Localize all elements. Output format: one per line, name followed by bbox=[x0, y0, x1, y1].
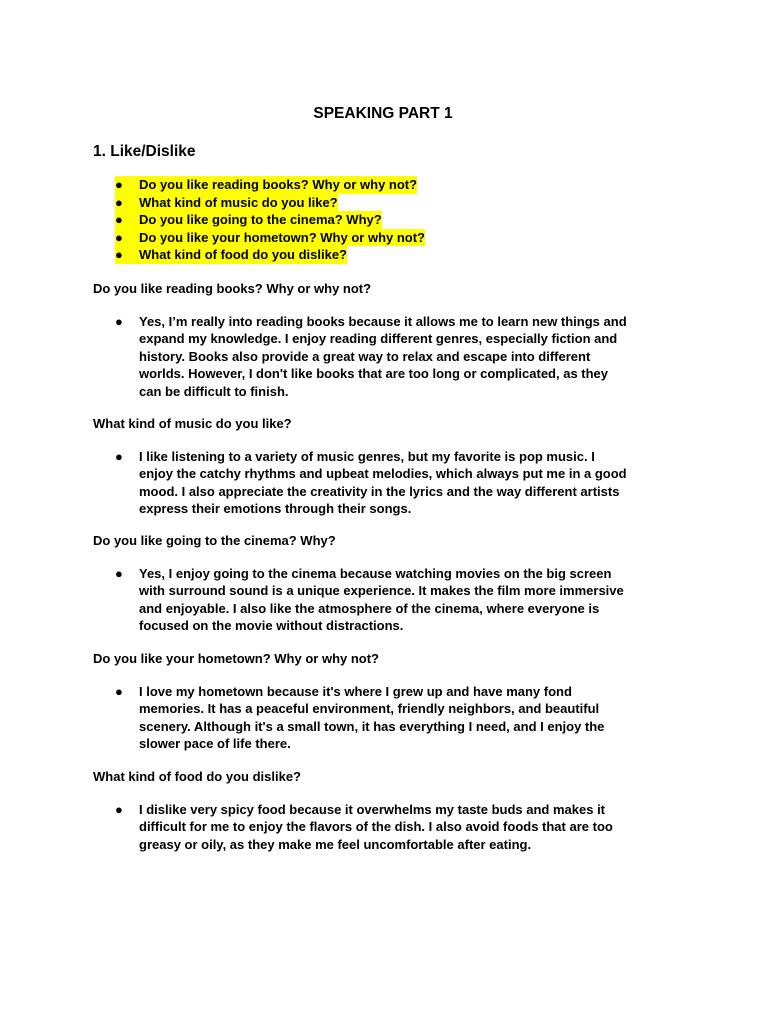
question-heading: Do you like your hometown? Why or why not? bbox=[93, 651, 379, 666]
answer-line: and enjoyable. I also like the atmosphere of the cinema, where everyone is bbox=[139, 600, 600, 616]
answer-line: focused on the movie without distractions. bbox=[139, 618, 404, 634]
highlighted-question-item bbox=[115, 194, 425, 212]
answer-item bbox=[93, 565, 683, 635]
highlighted-question-list bbox=[115, 176, 425, 264]
bullet-icon: ● bbox=[115, 313, 123, 329]
answer-line: history. Books also provide a great way to relax and escape into different bbox=[139, 348, 591, 364]
answer-item bbox=[93, 448, 683, 518]
bullet-icon: ● bbox=[115, 194, 123, 210]
bullet-icon: ● bbox=[115, 229, 123, 245]
answer-line: enjoy the catchy rhythms and upbeat melodies, which always put me in a good bbox=[139, 466, 627, 482]
answer-item bbox=[93, 683, 683, 753]
question-heading: Do you like going to the cinema? Why? bbox=[93, 533, 336, 548]
answer-line: can be difficult to finish. bbox=[139, 383, 289, 399]
highlight-mark bbox=[115, 246, 347, 264]
highlight-mark bbox=[115, 194, 338, 212]
question-heading: Do you like reading books? Why or why not? bbox=[93, 281, 372, 296]
highlighted-question-item bbox=[115, 229, 425, 247]
qa-block-food bbox=[93, 768, 683, 853]
answer-line: I like listening to a variety of music genres, but my favorite is pop music. I bbox=[139, 448, 595, 464]
bullet-icon: ● bbox=[115, 683, 123, 699]
answer-line: with surround sound is a unique experience. It makes the film more immersive bbox=[139, 583, 624, 599]
highlight-mark bbox=[115, 229, 425, 247]
answer-text bbox=[139, 565, 683, 635]
answer-item bbox=[93, 801, 683, 854]
bullet-icon: ● bbox=[115, 448, 123, 464]
highlighted-question-item bbox=[115, 246, 425, 264]
answer-line: express their emotions through their songs. bbox=[139, 501, 412, 517]
question-heading: What kind of food do you dislike? bbox=[93, 769, 301, 784]
answer-line: memories. It has a peaceful environment, friendly neighbors, and beautiful bbox=[139, 701, 600, 717]
highlighted-question-text: Do you like going to the cinema? Why? bbox=[139, 212, 382, 228]
answer-line: I love my hometown because it's where I grew up and have many fond bbox=[139, 683, 572, 699]
answer-line: slower pace of life there. bbox=[139, 736, 291, 752]
qa-block-reading bbox=[93, 280, 683, 401]
answer-line: scenery. Although it's a small town, it has everything I need, and I enjoy the bbox=[139, 718, 605, 734]
highlighted-question-text: Do you like reading books? Why or why not? bbox=[139, 177, 418, 192]
answer-line: difficult for me to enjoy the flavors of the dish. I also avoid foods that are too bbox=[139, 819, 613, 835]
question-heading: What kind of music do you like? bbox=[93, 416, 292, 431]
highlighted-question-text: Do you like your hometown? Why or why not? bbox=[139, 229, 425, 245]
bullet-icon: ● bbox=[115, 177, 123, 192]
qa-block-cinema bbox=[93, 532, 683, 635]
highlighted-question-item bbox=[115, 176, 425, 194]
bullet-icon: ● bbox=[115, 247, 123, 263]
highlight-mark bbox=[115, 176, 417, 194]
answer-text bbox=[139, 683, 683, 753]
highlighted-question-text: What kind of music do you like? bbox=[139, 194, 338, 210]
bullet-icon: ● bbox=[115, 801, 123, 817]
document-title: SPEAKING PART 1 bbox=[313, 105, 453, 122]
answer-item bbox=[93, 313, 683, 401]
highlighted-question-item bbox=[115, 211, 425, 229]
answer-line: I dislike very spicy food because it overwhelms my taste buds and makes it bbox=[139, 801, 606, 817]
answer-line: Yes, I enjoy going to the cinema because watching movies on the big screen bbox=[139, 565, 612, 581]
section-heading: 1. Like/Dislike bbox=[93, 143, 196, 160]
answer-text bbox=[139, 448, 683, 518]
qa-block-music bbox=[93, 415, 683, 518]
answer-line: worlds. However, I don't like books that are too long or complicated, as they bbox=[139, 366, 609, 382]
highlighted-question-text: What kind of food do you dislike? bbox=[139, 247, 347, 263]
answer-line: expand my knowledge. I enjoy reading different genres, especially fiction and bbox=[139, 331, 618, 347]
answer-line: Yes, I’m really into reading books because it allows me to learn new things and bbox=[139, 313, 627, 329]
bullet-icon: ● bbox=[115, 565, 123, 581]
answer-text bbox=[139, 313, 683, 401]
answer-text bbox=[139, 801, 683, 854]
qa-block-hometown bbox=[93, 650, 683, 753]
highlight-mark bbox=[115, 211, 382, 229]
answer-line: mood. I also appreciate the creativity in the lyrics and the way different artists bbox=[139, 483, 620, 499]
answer-line: greasy or oily, as they make me feel uncomfortable after eating. bbox=[139, 836, 532, 852]
bullet-icon: ● bbox=[115, 212, 123, 228]
